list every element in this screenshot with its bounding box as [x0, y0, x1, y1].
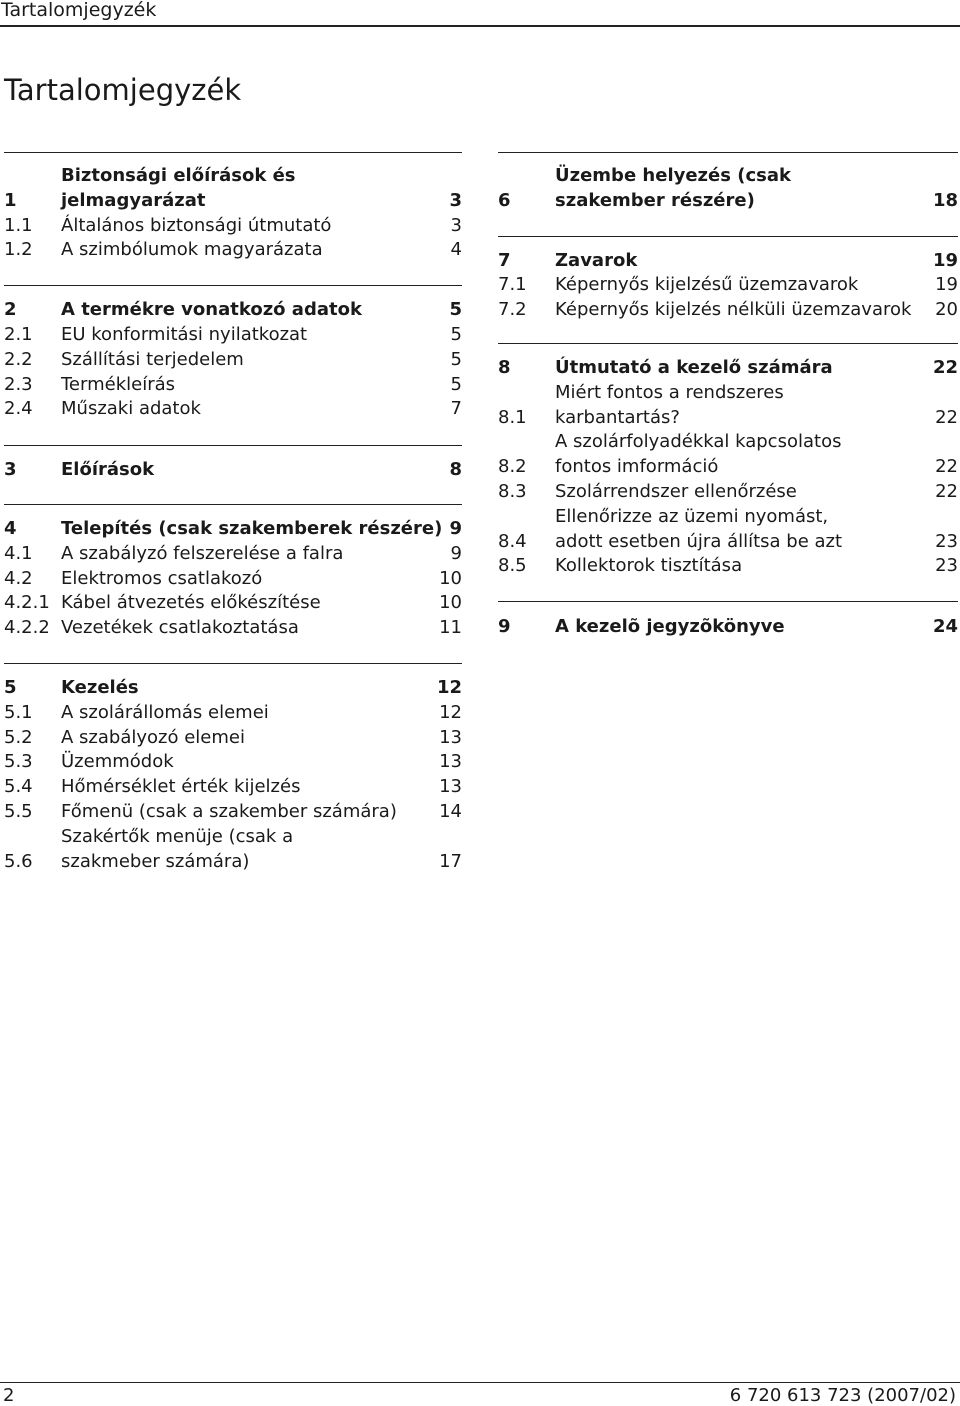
toc-entry-number: 7: [498, 249, 511, 271]
toc-entry-page: 10: [439, 567, 462, 589]
toc-entry-page: 11: [439, 617, 462, 639]
toc-entry-title: Szakértők menüje (csak a szakmeber számára): [61, 825, 294, 872]
toc-section: [4, 285, 462, 422]
toc-section: [4, 152, 462, 263]
toc-entry-page: 13: [439, 726, 462, 748]
toc-column-right: [498, 152, 958, 640]
toc-entry-page: 10: [439, 592, 462, 614]
toc-entry-title: Útmutató a kezelő számára: [555, 356, 833, 378]
toc-entry[interactable]: [4, 750, 462, 775]
toc-entry[interactable]: [498, 298, 958, 323]
toc-entry-title: A szimbólumok magyarázata: [61, 239, 323, 261]
toc-section: [4, 504, 462, 641]
footer-rule: [0, 1382, 960, 1383]
toc-section: [498, 152, 958, 214]
toc-entry-number: 2: [4, 299, 17, 321]
toc-entry-number: 4.1: [4, 542, 33, 564]
toc-entry-title: Szállítási terjedelem: [61, 348, 244, 370]
toc-entry-title: Hőmérséklet érték kijelzés: [61, 776, 301, 798]
toc-chapter-entry[interactable]: [4, 164, 462, 214]
toc-entry[interactable]: [4, 323, 462, 348]
footer-page-number: 2: [3, 1385, 15, 1406]
toc-entry[interactable]: [4, 567, 462, 592]
toc-entry-page: 5: [450, 323, 462, 345]
toc-entry-number: 8.1: [498, 406, 527, 428]
toc-entry-number: 4.2.1: [4, 592, 50, 614]
toc-entry-page: 3: [450, 214, 462, 236]
toc-entry-title: Előírások: [61, 459, 155, 481]
toc-chapter-entry[interactable]: [498, 615, 958, 640]
toc-entry-title: A szolárállomás elemei: [61, 701, 269, 723]
toc-entry-page: 8: [449, 459, 462, 481]
toc-entry-number: 2.3: [4, 373, 33, 395]
toc-entry-page: 19: [935, 274, 958, 296]
toc-entry-number: 3: [4, 459, 17, 481]
toc-entry-page: 3: [449, 189, 462, 211]
toc-entry-page: 9: [450, 542, 462, 564]
toc-entry-number: 2.2: [4, 348, 33, 370]
toc-entry-number: 8.3: [498, 480, 527, 502]
page-title: Tartalomjegyzék: [4, 73, 242, 107]
toc-entry-title: Szolárrendszer ellenőrzése: [555, 480, 797, 502]
toc-entry-page: 5: [450, 373, 462, 395]
toc-entry-number: 7.1: [498, 274, 527, 296]
toc-entry[interactable]: [498, 430, 958, 480]
toc-chapter-entry[interactable]: [498, 164, 958, 214]
toc-entry-page: 12: [436, 676, 462, 698]
toc-chapter-entry[interactable]: [4, 517, 462, 542]
toc-chapter-entry[interactable]: [498, 356, 958, 381]
toc-chapter-entry[interactable]: [4, 458, 462, 483]
toc-entry-title: Ellenőrizze az üzemi nyomást, adott esetben újra állítsa be azt: [555, 505, 843, 552]
toc-entry-page: 13: [439, 751, 462, 773]
toc-entry-number: 5.1: [4, 701, 33, 723]
toc-chapter-entry[interactable]: [4, 298, 462, 323]
toc-entry-page: 23: [935, 555, 958, 577]
toc-entry-number: 4.2.2: [4, 617, 50, 639]
toc-section: [4, 663, 462, 874]
toc-entry-title: A szabályozó elemei: [61, 726, 245, 748]
toc-entry-number: 8.2: [498, 456, 527, 478]
toc-entry-title: Általános biztonsági útmutató: [61, 214, 332, 236]
toc-entry[interactable]: [498, 505, 958, 555]
toc-entry-page: 17: [439, 850, 462, 872]
toc-entry[interactable]: [4, 373, 462, 398]
toc-section: [498, 236, 958, 323]
toc-entry-page: 19: [932, 249, 958, 271]
toc-entry-title: Kezelés: [61, 676, 139, 698]
toc-entry-number: 5: [4, 676, 17, 698]
toc-chapter-entry[interactable]: [4, 676, 462, 701]
toc-entry-number: 1.2: [4, 239, 33, 261]
toc-entry-number: 5.3: [4, 751, 33, 773]
toc-entry-page: 5: [450, 348, 462, 370]
toc-entry-number: 6: [498, 189, 511, 211]
toc-entry[interactable]: [4, 397, 462, 422]
toc-entry-title: A szabályzó felszerelése a falra: [61, 542, 344, 564]
toc-entry-title: Zavarok: [555, 249, 638, 271]
toc-column-left: [4, 152, 462, 874]
toc-entry[interactable]: [4, 825, 462, 875]
toc-entry[interactable]: [4, 238, 462, 263]
toc-entry-page: 20: [935, 299, 958, 321]
toc-entry[interactable]: [4, 591, 462, 616]
toc-entry-page: 18: [932, 189, 958, 211]
toc-entry-title: Telepítés (csak szakemberek részére): [61, 517, 443, 539]
toc-entry-number: 4: [4, 517, 17, 539]
toc-chapter-entry[interactable]: [498, 249, 958, 274]
toc-entry-title: Elektromos csatlakozó: [61, 567, 263, 589]
toc-entry[interactable]: [4, 726, 462, 751]
toc-entry-page: 7: [450, 398, 462, 420]
toc-entry-page: 5: [449, 299, 462, 321]
toc-entry-number: 4.2: [4, 567, 33, 589]
toc-entry-page: 22: [935, 456, 958, 478]
toc-entry-number: 1.1: [4, 214, 33, 236]
toc-entry-title: Képernyős kijelzés nélküli üzemzavarok: [555, 299, 912, 321]
toc-entry[interactable]: [498, 554, 958, 579]
toc-entry-page: 24: [932, 616, 958, 638]
toc-entry-page: 22: [935, 406, 958, 428]
toc-entry-number: 7.2: [498, 299, 527, 321]
toc-entry[interactable]: [498, 480, 958, 505]
footer-document-code: 6 720 613 723 (2007/02): [729, 1385, 956, 1406]
toc-entry-title: Üzembe helyezés (csak szakember részére): [555, 165, 791, 211]
toc-entry-number: 5.5: [4, 800, 33, 822]
toc-entry-page: 23: [935, 530, 958, 552]
toc-entry[interactable]: [4, 214, 462, 239]
toc-section: [498, 601, 958, 640]
toc-entry[interactable]: [4, 542, 462, 567]
toc-entry-number: 1: [4, 189, 17, 211]
toc-entry-number: 8: [498, 356, 511, 378]
toc-entry-number: 5.6: [4, 850, 33, 872]
toc-entry-title: Üzemmódok: [61, 751, 174, 773]
toc-entry-title: A szolárfolyadékkal kapcsolatos fontos imformáció: [555, 431, 842, 478]
toc-entry[interactable]: [4, 775, 462, 800]
toc-entry[interactable]: [4, 701, 462, 726]
toc-entry-title: Kollektorok tisztítása: [555, 555, 743, 577]
toc-entry-title: Kábel átvezetés előkészítése: [61, 592, 321, 614]
toc-entry-page: 4: [450, 239, 462, 261]
toc-entry-title: Képernyős kijelzésű üzemzavarok: [555, 274, 859, 296]
toc-entry-page: 22: [932, 356, 958, 378]
toc-entry-title: Miért fontos a rendszeres karbantartás?: [555, 381, 784, 428]
toc-entry[interactable]: [4, 348, 462, 373]
toc-entry[interactable]: [498, 381, 958, 431]
toc-entry-number: 9: [498, 616, 511, 638]
toc-entry-number: 8.5: [498, 555, 527, 577]
toc-entry-page: 9: [449, 517, 462, 539]
toc-entry-page: 22: [935, 480, 958, 502]
header-rule: [0, 25, 960, 27]
toc-entry-number: 5.2: [4, 726, 33, 748]
toc-entry-page: 12: [439, 701, 462, 723]
toc-entry-number: 2.1: [4, 323, 33, 345]
toc-entry-title: A kezelõ jegyzõkönyve: [555, 616, 785, 638]
toc-entry-page: 13: [439, 776, 462, 798]
toc-entry-number: 8.4: [498, 530, 527, 552]
toc-entry-number: 2.4: [4, 398, 33, 420]
toc-entry-title: Vezetékek csatlakoztatása: [61, 617, 299, 639]
toc-entry-title: Biztonsági előírások és jelmagyarázat: [61, 165, 296, 211]
toc-section: [498, 343, 958, 579]
toc-entry-number: 5.4: [4, 776, 33, 798]
toc-entry-page: 14: [439, 800, 462, 822]
toc-entry-title: EU konformitási nyilatkozat: [61, 323, 308, 345]
toc-entry-title: Főmenü (csak a szakember számára): [61, 800, 397, 822]
toc-entry-title: Műszaki adatok: [61, 398, 201, 420]
toc-section: [4, 445, 462, 483]
toc-entry[interactable]: [4, 616, 462, 641]
toc-entry[interactable]: [498, 273, 958, 298]
running-header-title: Tartalomjegyzék: [1, 0, 157, 21]
toc-entry-title: Termékleírás: [61, 373, 176, 395]
toc-entry[interactable]: [4, 800, 462, 825]
toc-entry-title: A termékre vonatkozó adatok: [61, 299, 362, 321]
